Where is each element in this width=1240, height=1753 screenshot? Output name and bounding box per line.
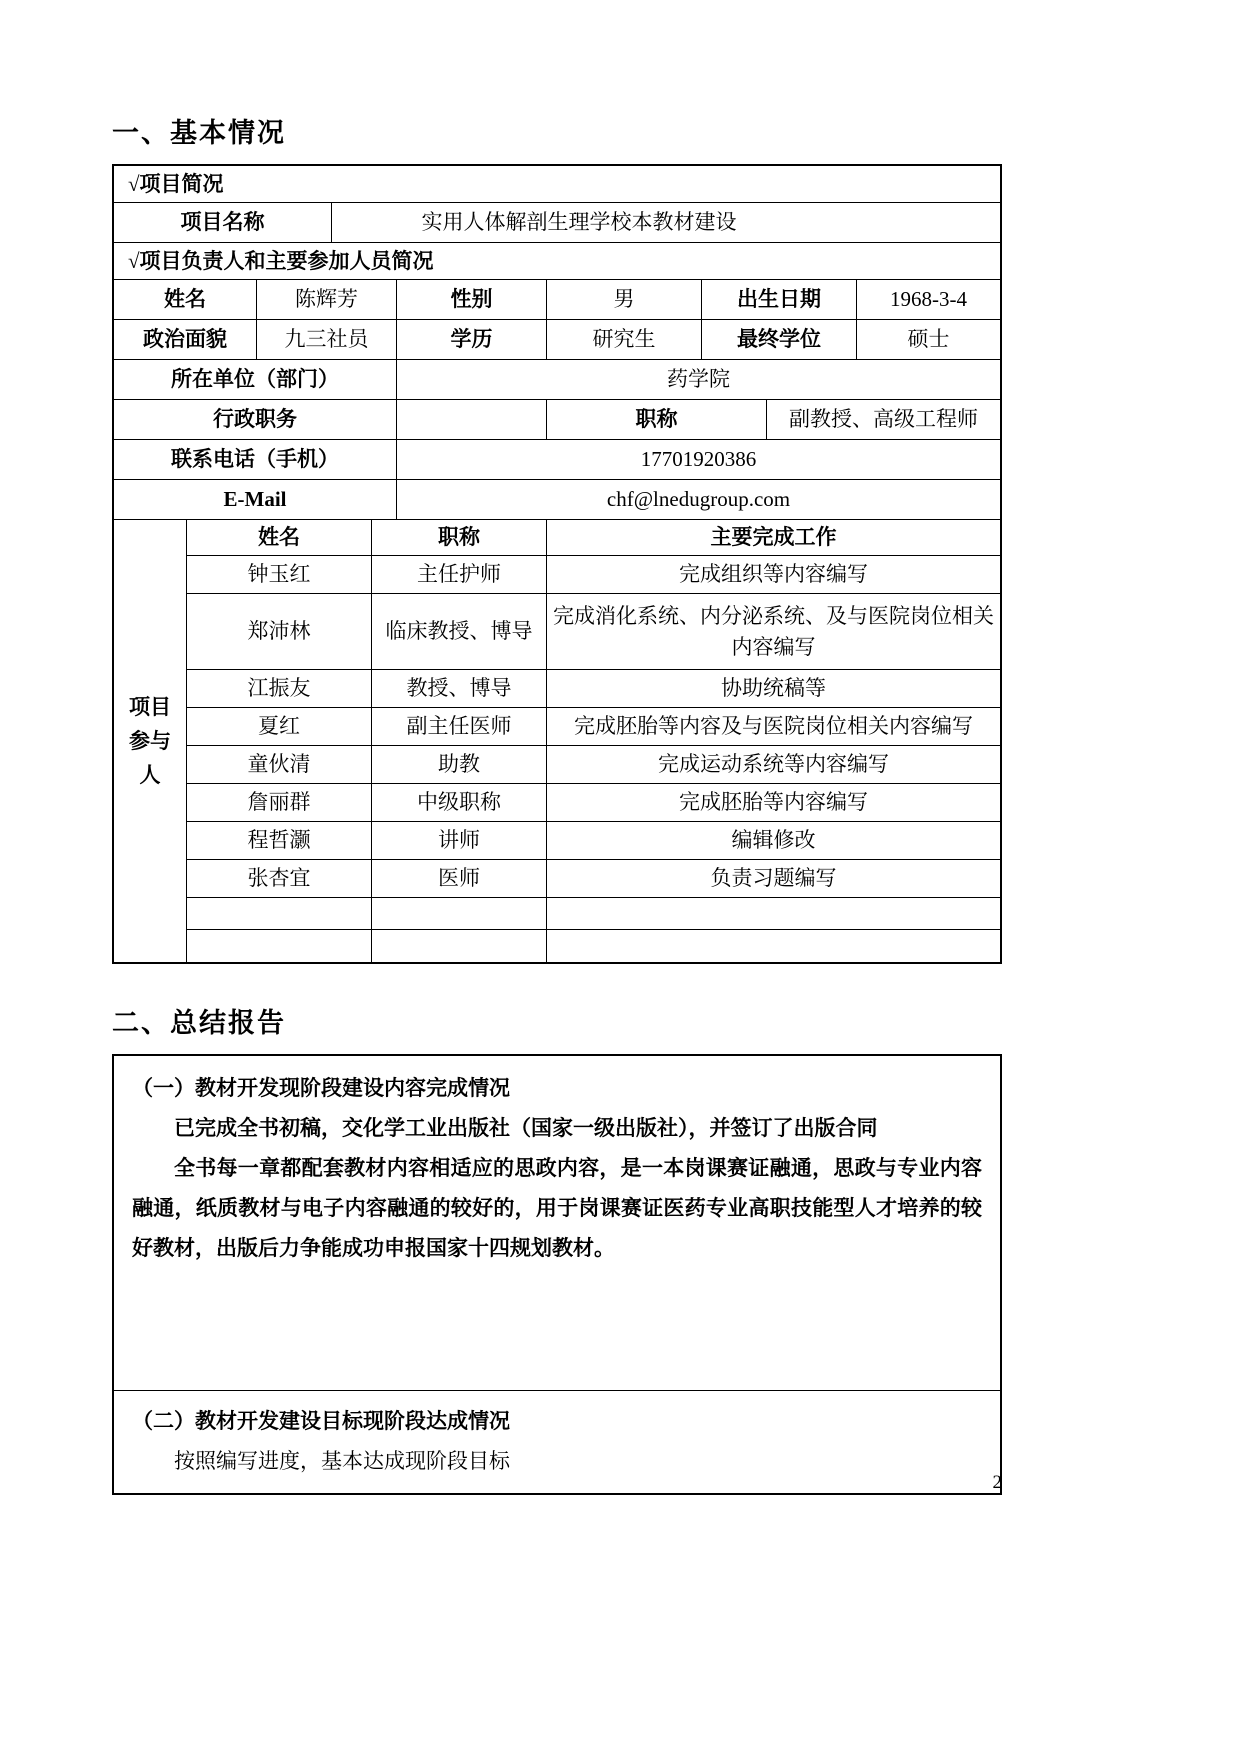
degree-value: 硕士 [907, 327, 950, 352]
title-value: 副教授、高级工程师 [789, 407, 978, 432]
participant-work [547, 898, 1000, 929]
report-part2-paragraph1: 按照编写进度，基本达成现阶段目标 [174, 1449, 510, 1473]
participant-name: 张杏宜 [187, 860, 372, 897]
leader-header: √项目负责人和主要参加人员简况 [128, 248, 434, 273]
participants-header-title: 职称 [372, 520, 547, 555]
participants-block [114, 520, 1000, 962]
participants-side-cell [114, 520, 187, 962]
degree-label: 最终学位 [702, 320, 857, 359]
political-label: 政治面貌 [114, 320, 257, 359]
participant-title [372, 898, 547, 929]
participant-row [187, 556, 1000, 594]
project-overview-header-row [114, 166, 1000, 203]
participant-work: 协助统稿等 [721, 676, 826, 701]
participant-row [187, 860, 1000, 898]
leader-post-row [114, 400, 1000, 440]
unit-value: 药学院 [667, 367, 730, 392]
participants-header-row [187, 520, 1000, 556]
participant-name: 童伙清 [187, 746, 372, 783]
leader-unit-row [114, 360, 1000, 400]
birthdate-label: 出生日期 [702, 280, 857, 319]
participant-name [187, 930, 372, 962]
participant-row-empty [187, 930, 1000, 962]
participant-title: 教授、博导 [372, 670, 547, 707]
participant-row [187, 746, 1000, 784]
leader-name-row [114, 280, 1000, 320]
gender-value: 男 [547, 280, 702, 319]
participant-title: 助教 [372, 746, 547, 783]
participant-work [547, 930, 1000, 962]
participant-title: 主任护师 [372, 556, 547, 593]
admin-post-value [397, 400, 547, 439]
participant-row [187, 822, 1000, 860]
project-name-value: 实用人体解剖生理学校本教材建设 [421, 210, 737, 235]
name-value: 陈辉芳 [257, 280, 397, 319]
participant-work: 完成胚胎等内容编写 [679, 790, 868, 815]
participant-name [187, 898, 372, 929]
phone-label: 联系电话（手机） [114, 440, 397, 479]
participant-row [187, 670, 1000, 708]
participant-row [187, 594, 1000, 670]
project-name-label: 项目名称 [114, 203, 332, 242]
section2-heading: 二、总结报告 [112, 1008, 286, 1038]
report-part2-title: （二）教材开发建设目标现阶段达成情况 [132, 1409, 510, 1433]
section1-heading: 一、基本情况 [112, 118, 286, 148]
participant-name: 江振友 [187, 670, 372, 707]
participants-side-label: 项目参与人 [129, 695, 171, 787]
participant-name: 程哲灏 [187, 822, 372, 859]
participant-title: 临床教授、博导 [372, 594, 547, 669]
name-label: 姓名 [114, 280, 257, 319]
leader-phone-row [114, 440, 1000, 480]
report-part1 [114, 1056, 1000, 1391]
gender-label: 性别 [397, 280, 547, 319]
project-name-row [114, 203, 1000, 243]
participant-work: 编辑修改 [731, 828, 816, 853]
participant-name: 夏红 [187, 708, 372, 745]
admin-post-label: 行政职务 [114, 400, 397, 439]
report-part1-title: （一）教材开发现阶段建设内容完成情况 [132, 1076, 510, 1100]
title-label: 职称 [547, 400, 767, 439]
participants-table [187, 520, 1000, 962]
participant-title: 中级职称 [372, 784, 547, 821]
report-part1-paragraph2: 全书每一章都配套教材内容相适应的思政内容，是一本岗课赛证融通，思政与专业内容融通，纸质教材与电子内容融通的较好的，用于岗课赛证医药专业高职技能型人才培养的较好教材，出版后力争能成功申报国家十四规划教材。 [132, 1156, 982, 1260]
participant-work: 负责习题编写 [710, 866, 837, 891]
unit-label: 所在单位（部门） [114, 360, 397, 399]
participants-header-work: 主要完成工作 [710, 525, 837, 550]
participant-title: 讲师 [372, 822, 547, 859]
participant-row [187, 784, 1000, 822]
leader-email-row [114, 480, 1000, 520]
participant-name: 詹丽群 [187, 784, 372, 821]
participant-name: 钟玉红 [187, 556, 372, 593]
report-part1-paragraph1: 已完成全书初稿，交化学工业出版社（国家一级出版社），并签订了出版合同 [174, 1116, 878, 1140]
birthdate-value: 1968-3-4 [890, 287, 967, 312]
participant-title [372, 930, 547, 962]
leader-political-row [114, 320, 1000, 360]
page-number: 2 [992, 1472, 1002, 1493]
participant-title: 医师 [372, 860, 547, 897]
participants-header-name: 姓名 [187, 520, 372, 555]
education-label: 学历 [397, 320, 547, 359]
email-label: E-Mail [114, 480, 397, 519]
participant-work: 完成消化系统、内分泌系统、及与医院岗位相关内容编写 [553, 604, 994, 659]
participant-work: 完成运动系统等内容编写 [658, 752, 889, 777]
education-value: 研究生 [547, 320, 702, 359]
participant-row-empty [187, 898, 1000, 930]
participant-work: 完成胚胎等内容及与医院岗位相关内容编写 [574, 714, 973, 739]
political-value: 九三社员 [257, 320, 397, 359]
participant-work: 完成组织等内容编写 [679, 562, 868, 587]
phone-value: 17701920386 [640, 447, 757, 472]
leader-header-row [114, 243, 1000, 280]
summary-report-box [112, 1054, 1002, 1495]
participant-row [187, 708, 1000, 746]
email-value: chf@lnedugroup.com [606, 487, 791, 512]
participant-name: 郑沛林 [187, 594, 372, 669]
page-content [112, 0, 1002, 1495]
project-overview-header: √项目简况 [128, 171, 224, 196]
basic-info-table [112, 164, 1002, 964]
participant-title: 副主任医师 [372, 708, 547, 745]
